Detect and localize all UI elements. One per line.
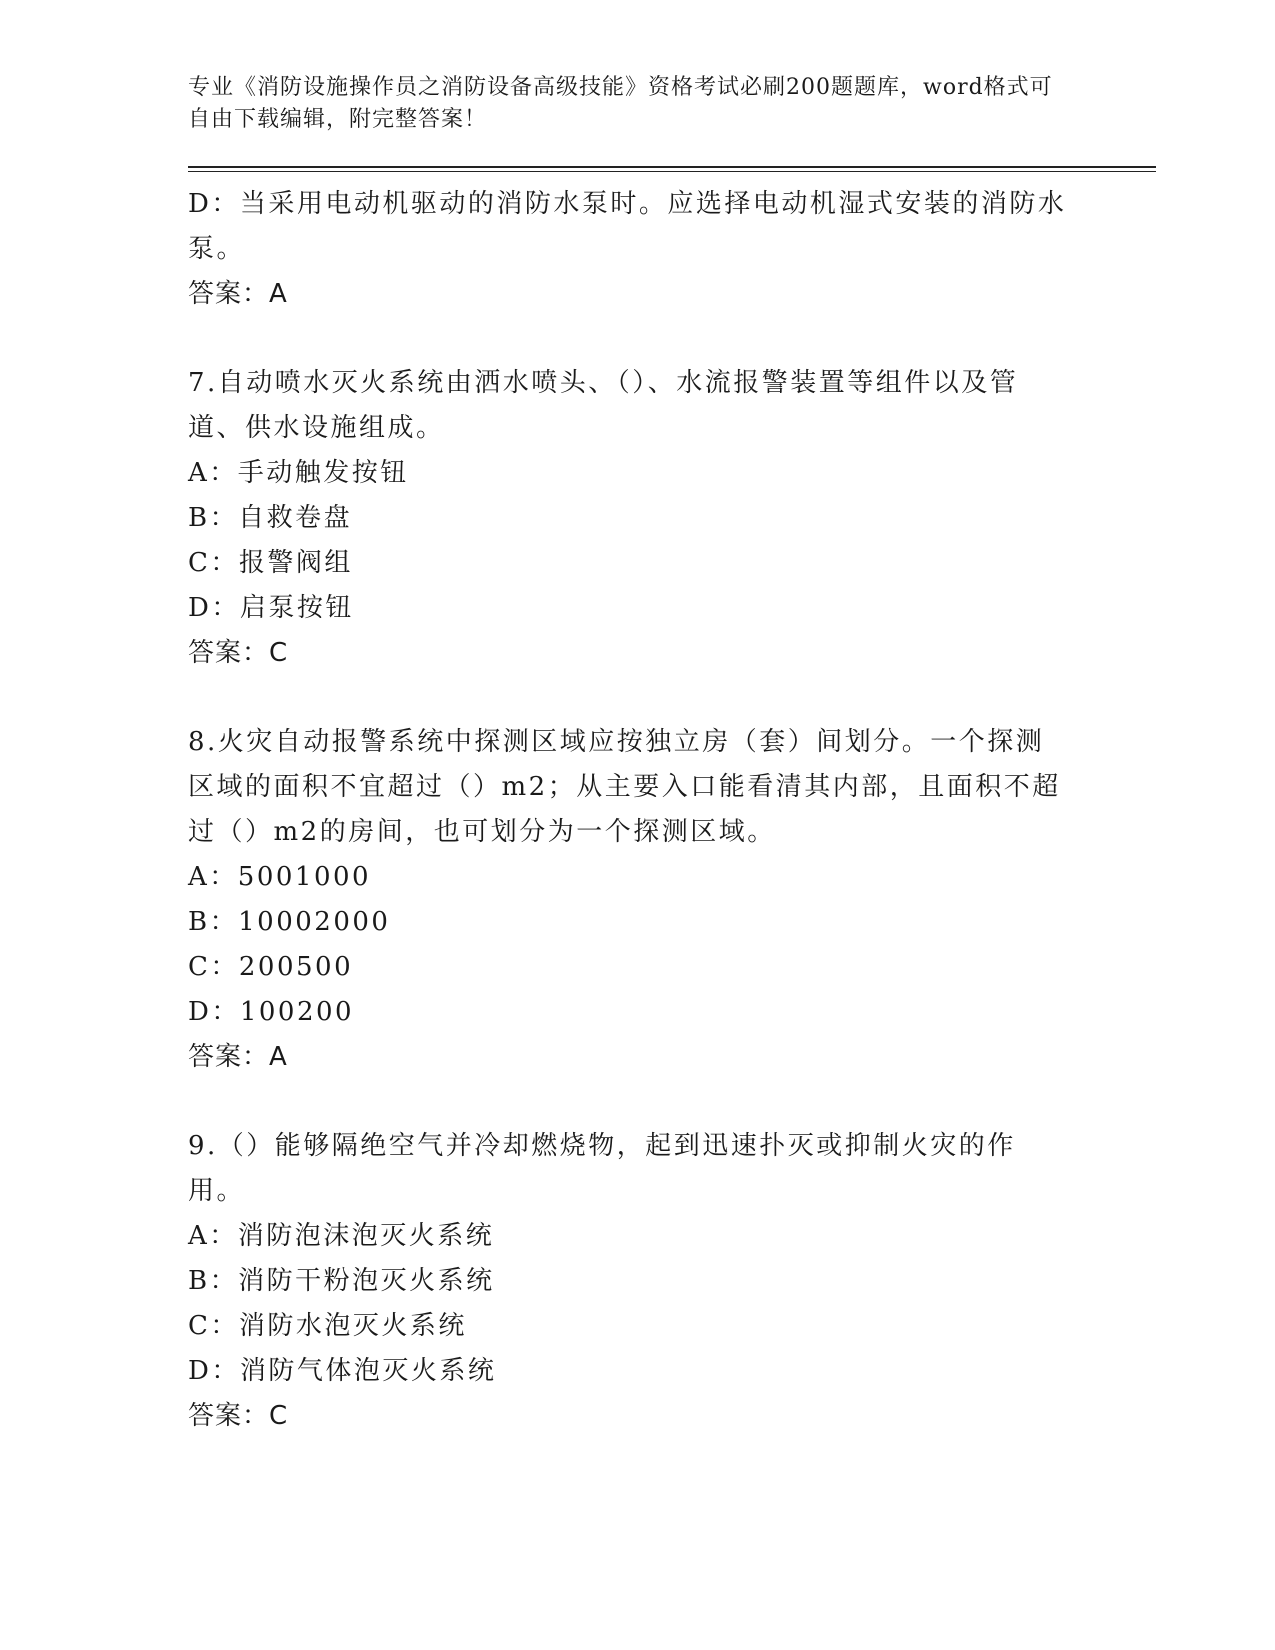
question-8 — [188, 720, 1068, 1080]
answer-line: 答案：A — [188, 279, 288, 309]
header-rule-thin — [188, 171, 1156, 172]
question-gap — [188, 676, 1068, 720]
question-stem: 9.（）能够隔绝空气并冷却燃烧物，起到迅速扑灭或抑制火灾的作用。 — [188, 1131, 1016, 1206]
option-d: D：当采用电动机驱动的消防水泵时。应选择电动机湿式安装的消防水泵。 — [188, 189, 1067, 264]
question-stem: 7.自动喷水灭火系统由洒水喷头、（）、水流报警装置等组件以及管道、供水设施组成。 — [188, 368, 1019, 443]
question-gap — [188, 1080, 1068, 1124]
header-divider — [188, 166, 1156, 172]
answer-line: 答案：C — [188, 1401, 289, 1431]
option-c: C：200500 — [188, 952, 354, 982]
question-gap — [188, 317, 1068, 361]
option-d: D：消防气体泡灭火系统 — [188, 1356, 497, 1386]
option-b: B：消防干粉泡灭火系统 — [188, 1266, 495, 1296]
answer-line: 答案：C — [188, 638, 289, 668]
question-list — [188, 182, 1068, 1439]
question-fragment — [188, 182, 1068, 317]
answer-line: 答案：A — [188, 1042, 288, 1072]
option-d: D：100200 — [188, 997, 355, 1027]
option-c: C：报警阀组 — [188, 548, 353, 578]
option-a: A：手动触发按钮 — [188, 458, 409, 488]
document-header: 专业《消防设施操作员之消防设备高级技能》资格考试必刷200题题库，word格式可自由下载编辑，附完整答案！ — [188, 75, 1053, 132]
option-d: D：启泵按钮 — [188, 593, 354, 623]
option-b: B：自救卷盘 — [188, 503, 353, 533]
question-7 — [188, 361, 1068, 676]
document-page — [188, 72, 1156, 1439]
option-c: C：消防水泡灭火系统 — [188, 1311, 467, 1341]
option-b: B：10002000 — [188, 907, 391, 937]
question-9 — [188, 1124, 1068, 1439]
header-rule-thick — [188, 166, 1156, 168]
option-a: A：5001000 — [188, 862, 372, 892]
question-stem: 8.火灾自动报警系统中探测区域应按独立房（套）间划分。一个探测区域的面积不宜超过（）m2；从主要入口能看清其内部，且面积不超过（）m2的房间，也可划分为一个探测区域。 — [188, 727, 1061, 847]
option-a: A：消防泡沫泡灭火系统 — [188, 1221, 495, 1251]
